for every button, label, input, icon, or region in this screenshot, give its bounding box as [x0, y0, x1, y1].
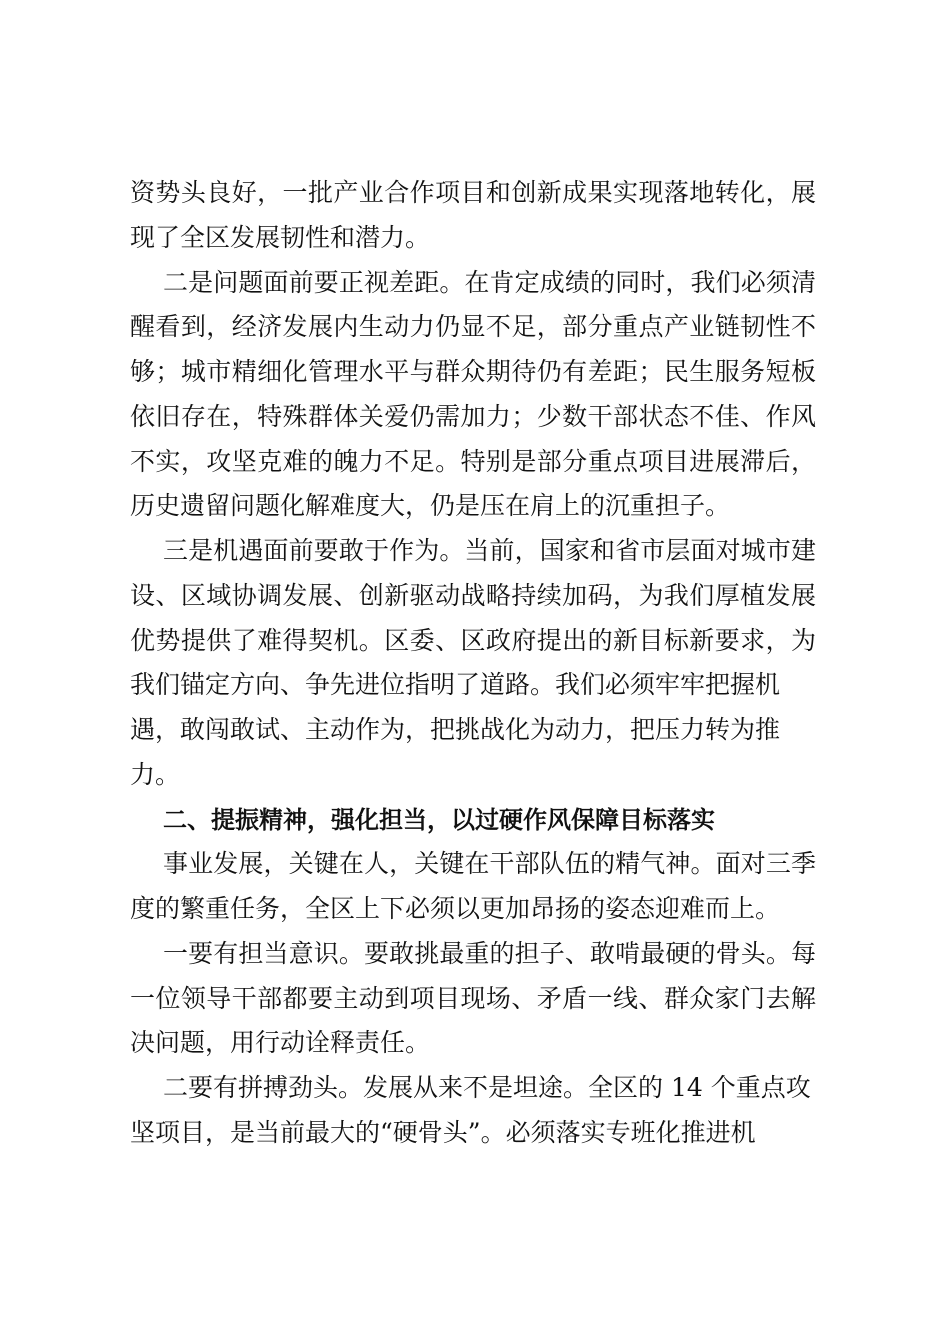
text-line: 遇，敢闯敢试、主动作为，把挑战化为动力，把压力转为推 — [130, 715, 781, 744]
text-line: 设、区域协调发展、创新驱动战略持续加码，为我们厚植发展 — [130, 580, 816, 610]
text-line: 资势头良好，一批产业合作项目和创新成果实现落地转化，展 — [130, 178, 816, 207]
paragraph-drive — [130, 1066, 816, 1156]
text-line: 事业发展，关键在人，关键在干部队伍的精气神。面对三季 — [163, 849, 816, 879]
paragraph-problems — [130, 261, 816, 530]
paragraph-strengths — [130, 171, 816, 261]
text-line: 依旧存在，特殊群体关爱仍需加力；少数干部状态不佳、作风 — [130, 401, 816, 431]
paragraph-responsibility — [130, 932, 816, 1066]
document-page — [130, 171, 816, 1156]
text-line: 醒看到，经济发展内生动力仍显不足，部分重点产业链韧性不 — [130, 312, 816, 342]
section-heading: 二、提振精神，强化担当，以过硬作风保障目标落实 — [163, 805, 715, 834]
text-line: 够；城市精细化管理水平与群众期待仍有差距；民生服务短板 — [130, 357, 816, 386]
text-line: 现了全区发展韧性和潜力。 — [130, 222, 431, 252]
text-line: 坚项目，是当前最大的“硬骨头”。必须落实专班化推进机 — [130, 1117, 756, 1147]
text-line: 决问题，用行动诠释责任。 — [130, 1028, 431, 1058]
text-line: 度的繁重任务，全区上下必须以更加昂扬的姿态迎难而上。 — [130, 894, 781, 923]
text-line: 三是机遇面前要敢于作为。当前，国家和省市层面对城市建 — [163, 536, 816, 565]
text-line: 力。 — [130, 759, 181, 789]
text-line: 一位领导干部都要主动到项目现场、矛盾一线、群众家门去解 — [130, 983, 816, 1013]
paragraph-opportunities — [130, 529, 816, 798]
text-line: 二要有拼搏劲头。发展从来不是坦途。全区的 14 个重点攻 — [163, 1073, 811, 1102]
text-line: 历史遗留问题化解难度大，仍是压在肩上的沉重担子。 — [130, 491, 731, 521]
text-line: 二是问题面前要正视差距。在肯定成绩的同时，我们必须清 — [163, 267, 816, 297]
text-line: 优势提供了难得契机。区委、区政府提出的新目标新要求，为 — [130, 625, 816, 655]
text-line: 不实，攻坚克难的魄力不足。特别是部分重点项目进展滞后， — [130, 446, 816, 476]
text-line: 一要有担当意识。要敢挑最重的担子、敢啃最硬的骨头。每 — [163, 938, 816, 968]
paragraph-intro — [130, 842, 816, 932]
text-line: 我们锚定方向、争先进位指明了道路。我们必须牢牢把握机 — [130, 670, 781, 700]
